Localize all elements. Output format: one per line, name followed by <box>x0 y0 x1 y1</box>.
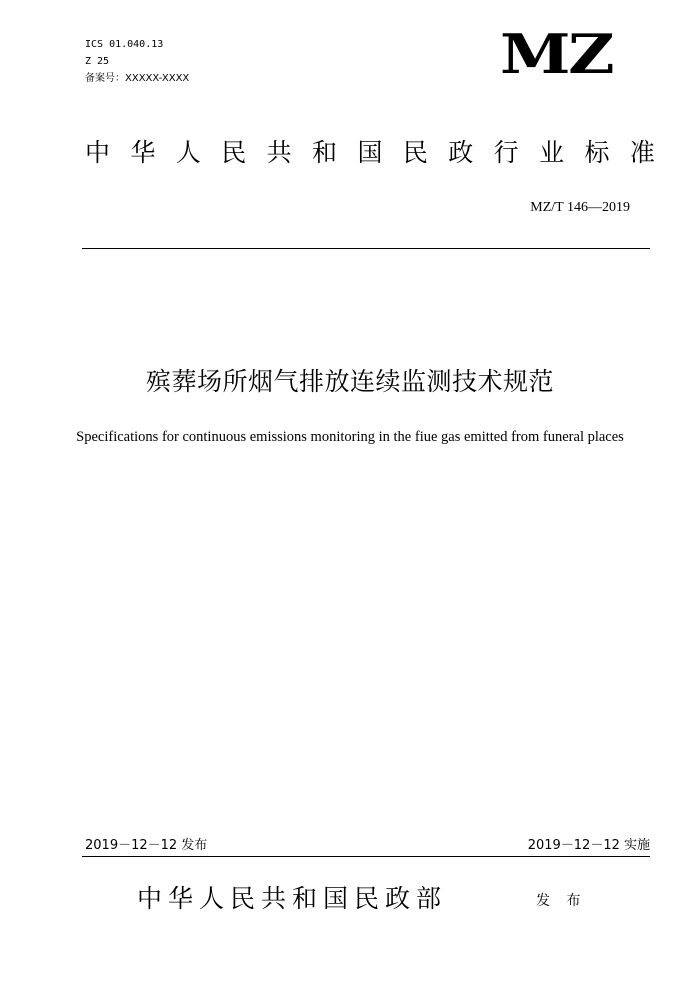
standard-type-char: 行 <box>493 138 519 167</box>
standard-type-char: 华 <box>130 138 156 167</box>
standard-type-char: 民 <box>221 138 247 167</box>
standard-type-heading <box>85 137 655 169</box>
standard-type-char: 业 <box>539 138 565 167</box>
standard-type-char: 中 <box>85 138 111 167</box>
implementation-date: 2019－12－12 实施 <box>527 838 650 853</box>
standard-type-char: 共 <box>266 138 292 167</box>
standard-type-char: 民 <box>402 138 428 167</box>
issue-date: 2019－12－12 发布 <box>85 838 208 853</box>
document-title-english: Specifications for continuous emissions monitoring in the fiue gas emitted from funeral places <box>76 429 624 445</box>
standard-number: MZ/T 146—2019 <box>530 200 630 215</box>
document-title-chinese: 殡葬场所烟气排放连续监测技术规范 <box>145 367 554 396</box>
header-divider <box>82 248 650 249</box>
publish-label: 发 布 <box>536 893 587 909</box>
standard-type-char: 政 <box>448 138 474 167</box>
standard-type-char: 标 <box>584 138 610 167</box>
publisher-name: 中华人民共和国民政部 <box>137 884 448 913</box>
standard-type-char: 准 <box>629 138 655 167</box>
footer-divider <box>82 856 650 857</box>
mz-logo: MZ <box>500 22 613 86</box>
record-number: 备案号：XXXXX-XXXX <box>85 73 190 84</box>
standard-type-char: 国 <box>357 138 383 167</box>
ics-code: ICS 01.040.13 <box>85 39 164 50</box>
classification-code: Z 25 <box>85 56 110 67</box>
standard-type-char: 人 <box>175 138 201 167</box>
standard-type-char: 和 <box>312 138 338 167</box>
